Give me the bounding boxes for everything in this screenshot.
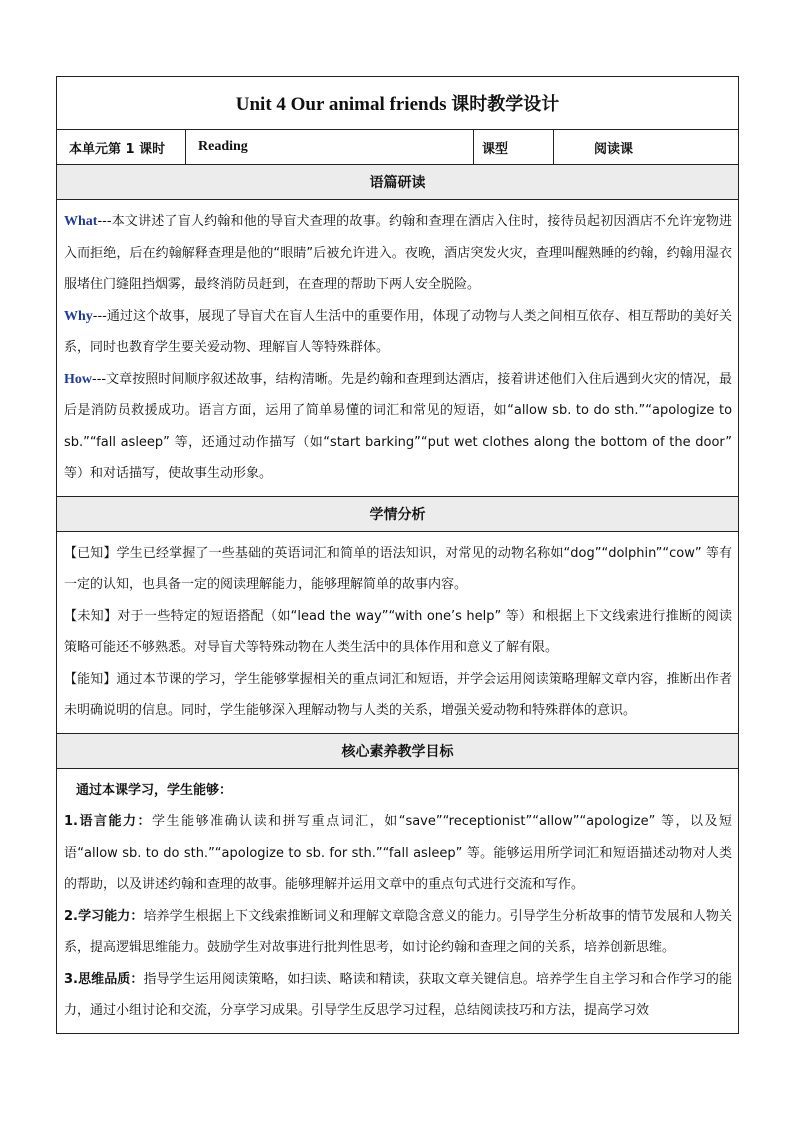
- what-paragraph: [64, 206, 732, 301]
- goal-3-key: 3.思维品质：: [64, 971, 144, 987]
- known-paragraph: 【已知】学生已经掌握了一些基础的英语词汇和简单的语法知识，对常见的动物名称如“dog”“dolphin”“cow” 等有一定的认知，也具备一定的阅读理解能力，能够理解简单的故事内容。: [64, 545, 733, 592]
- section-heading-core-goals: 核心素养教学目标: [57, 733, 739, 768]
- what-keyword: What: [64, 214, 98, 229]
- lesson-plan-table: [56, 76, 739, 1034]
- title-chinese: 课时教学设计: [451, 94, 560, 115]
- goal-1: [64, 806, 732, 901]
- goal-1-text: 学生能够准确认读和拼写重点词汇，如“save”“receptionist”“allow”“apologize” 等，以及短语“allow sb. to do sth.”“apologize to sb. for sth.”“fall asleep” 等。能够运用所学词汇和短语描述动物对人类的帮助，以及讲述约翰和查理的故事。能够理解并运用文章中的重点句式进行交流和写作。: [64, 814, 733, 892]
- lesson-type-label: 课型: [474, 130, 554, 165]
- lesson-plan-document: [56, 76, 738, 1034]
- goal-2: [64, 901, 732, 964]
- goal-3-text: 指导学生运用阅读策略，如扫读、略读和精读，获取文章关键信息。培养学生自主学习和合作学习的能力，通过小组讨论和交流，分享学习成果。引导学生反思学习过程，总结阅读技巧和方法，提高学习效: [64, 971, 733, 1018]
- unknown-paragraph: 【未知】对于一些特定的短语搭配（如“lead the way”“with one’s help” 等）和根据上下文线索进行推断的阅读策略可能还不够熟悉。对导盲犬等特殊动物在人类生活中的具体作用和意义了解有限。: [64, 608, 733, 655]
- what-text: ---本文讲述了盲人约翰和他的导盲犬查理的故事。约翰和查理在酒店入住时，接待员起初因酒店不允许宠物进入而拒绝，后在约翰解释查理是他的“眼睛”后被允许进入。夜晚，酒店突发火灾，查理叫醒熟睡的约翰，约翰用湿衣服堵住门缝阻挡烟雾，最终消防员赶到，在查理的帮助下两人安全脱险。: [64, 214, 733, 292]
- why-text: ---通过这个故事，展现了导盲犬在盲人生活中的重要作用，体现了动物与人类之间相互依存、相互帮助的美好关系，同时也教育学生要关爱动物、理解盲人等特殊群体。: [64, 308, 733, 355]
- how-text: ---文章按照时间顺序叙述故事，结构清晰。先是约翰和查理到达酒店，接着讲述他们入住后遇到火灾的情况，最后是消防员救援成功。语言方面，运用了简单易懂的词汇和常见的短语，如“allow sb. to do sth.”“apologize to sb.”“fall asleep” 等，还通过动作描写（如“start barking”“put wet clothes along the bottom of the door” 等）和对话描写，使故事生动形象。: [64, 371, 733, 481]
- goals-intro: 通过本课学习，学生能够：: [76, 782, 233, 798]
- core-goals-body: [57, 768, 739, 1033]
- how-paragraph: [64, 364, 732, 490]
- section-heading-text-analysis: 语篇研读: [57, 165, 739, 200]
- text-analysis-body: [57, 200, 739, 497]
- title-english: Unit 4 Our animal friends: [235, 94, 447, 115]
- lesson-name: Reading: [186, 130, 474, 165]
- why-keyword: Why: [64, 308, 93, 324]
- section-heading-student-analysis: 学情分析: [57, 496, 739, 531]
- lesson-type-value: 阅读课: [554, 130, 739, 165]
- goal-2-text: 培养学生根据上下文线索推断词义和理解文章隐含意义的能力。引导学生分析故事的情节发展和人物关系，提高逻辑思维能力。鼓励学生对故事进行批判性思考，如讨论约翰和查理之间的关系，培养创新思维。: [64, 908, 733, 955]
- goal-2-key: 2.学习能力：: [64, 908, 144, 924]
- goal-1-key: 1.语言能力：: [64, 814, 153, 829]
- student-analysis-body: [57, 531, 739, 733]
- page-title: [57, 77, 739, 130]
- able-paragraph: 【能知】通过本节课的学习，学生能够掌握相关的重点词汇和短语，并学会运用阅读策略理解文章内容，推断出作者未明确说明的信息。同时，学生能够深入理解动物与人类的关系，增强关爱动物和特殊群体的意识。: [64, 671, 733, 718]
- how-keyword: How: [64, 371, 92, 387]
- why-paragraph: [64, 301, 732, 364]
- lesson-number: 本单元第 1 课时: [57, 130, 186, 165]
- goal-3: [64, 964, 732, 1027]
